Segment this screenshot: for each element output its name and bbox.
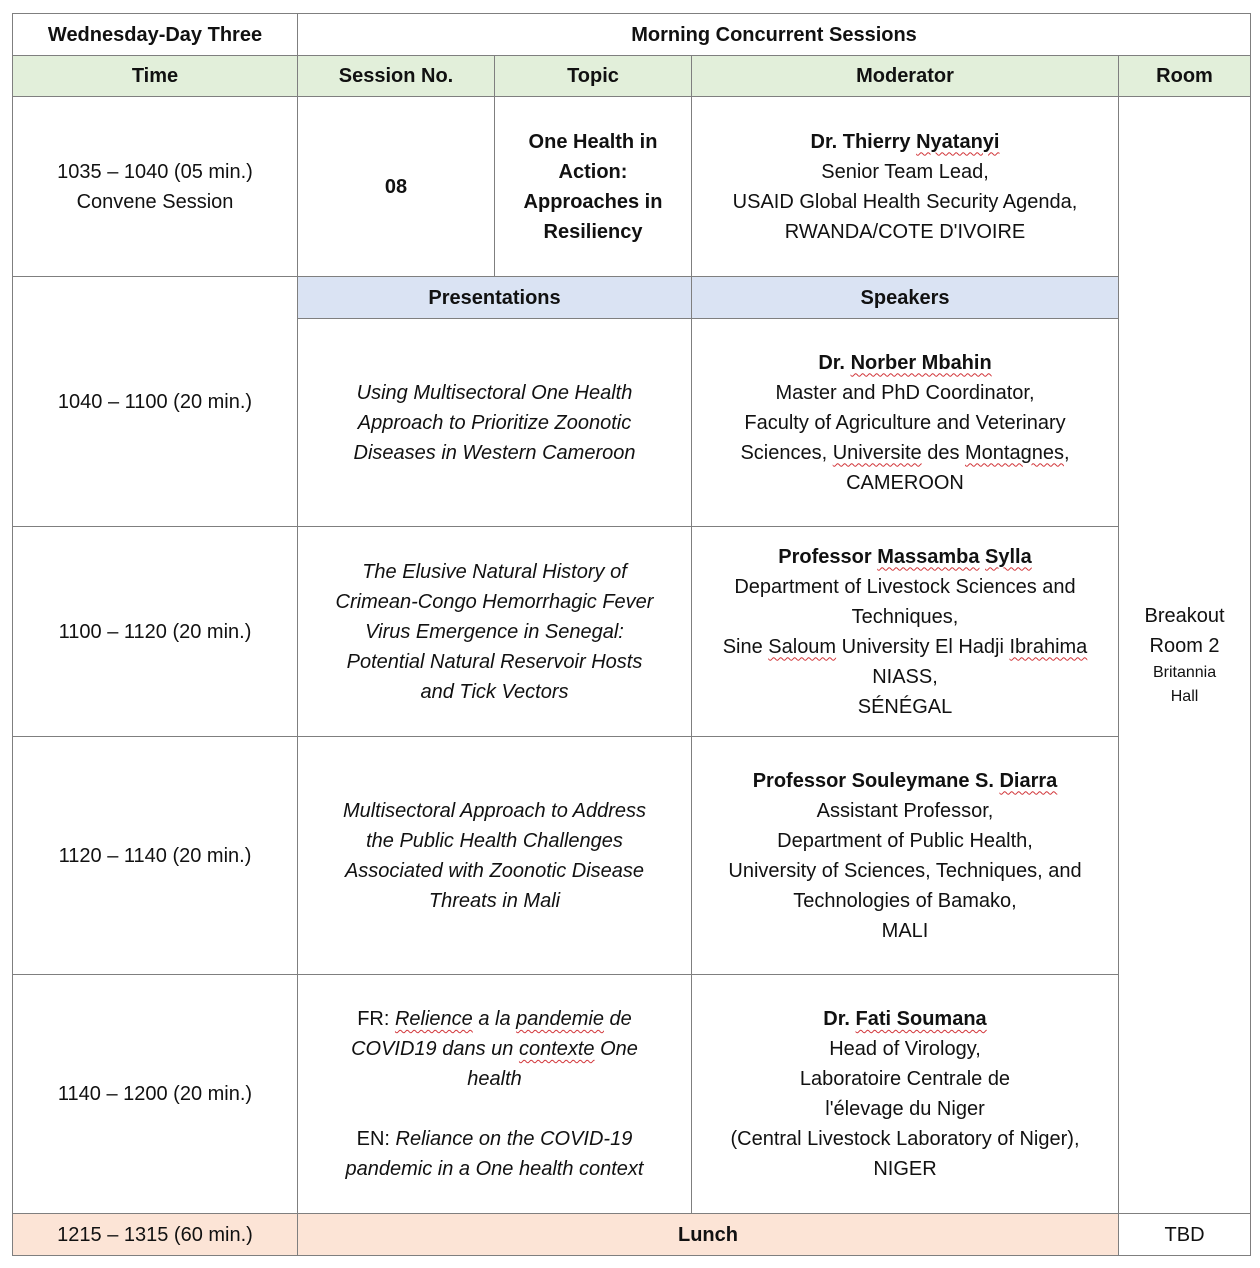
presentation-time-cell: 1120 – 1140 (20 min.) [13,737,298,975]
presentation-title-line: Diseases in Western Cameroon [353,441,636,464]
speaker-name [704,766,1106,796]
topic-line: Action: [558,160,628,183]
speaker-cell [692,319,1119,527]
speaker-cell [692,527,1119,737]
speaker-prefix: Professor [778,545,878,568]
text-fragment: pandemie [516,1008,604,1030]
presentation-title-line: Approach to Prioritize Zoonotic [357,411,632,434]
speaker-affiliation [704,438,1106,468]
moderator-title: Senior Team Lead, [821,160,989,183]
speaker-surname: Fati Soumana [855,1008,987,1030]
presentation-title [298,319,692,527]
speaker-affiliation: Department of Livestock Sciences and [734,575,1076,598]
topic-line: One Health in [528,130,658,153]
presentation-title-line: Threats in Mali [428,889,561,912]
speaker-country: CAMEROON [846,471,964,494]
subheader-row [13,277,1251,319]
speaker-name [704,1004,1106,1034]
presentation-title-line [310,1004,679,1034]
presentation-row [13,975,1251,1214]
speaker-affiliation: Head of Virology, [829,1038,981,1060]
agenda-table [12,13,1251,1256]
moderator-name [704,127,1106,157]
room-cell [1119,97,1251,1214]
lunch-time: 1215 – 1315 (60 min.) [13,1214,298,1256]
session-number: 08 [298,97,495,277]
speaker-name [704,348,1106,378]
room-name-line1: Breakout [1144,605,1225,627]
column-header-session-no: Session No. [298,56,495,97]
topic-line: Resiliency [543,220,643,243]
presentation-title-line: The Elusive Natural History of [362,560,627,583]
lunch-room: TBD [1119,1214,1251,1256]
moderator-cell [692,97,1119,277]
text-fragment: Reliance on the COVID-19 [395,1128,633,1150]
speaker-affiliation: University of Sciences, Techniques, and [728,859,1082,882]
session-time: 1035 – 1040 (05 min.) [57,160,253,183]
text-fragment: des [921,441,965,464]
presentation-time-cell: 1100 – 1120 (20 min.) [13,527,298,737]
text-fragment: Ibrahima [1009,635,1088,658]
session-time-cell [13,97,298,277]
text-fragment: University El Hadji [836,635,1010,658]
presentation-row [13,527,1251,737]
speaker-affiliation: NIASS, [872,665,938,688]
language-label: EN: [356,1128,396,1150]
speaker-country: SÉNÉGAL [857,695,953,718]
speaker-affiliation: l'élevage du Niger [825,1098,985,1120]
presentation-title-line: Virus Emergence in Senegal: [365,620,624,643]
block-title: Morning Concurrent Sessions [298,14,1251,56]
text-fragment: COVID19 dans un [351,1038,519,1060]
text-fragment: contexte [518,1038,595,1060]
room-name-line2: Room 2 [1149,635,1220,657]
presentation-title-line: Crimean-Congo Hemorrhagic Fever [335,590,654,613]
session-row [13,97,1251,277]
speaker-affiliation: Master and PhD Coordinator, [775,381,1035,404]
speaker-affiliation: Techniques, [851,605,959,628]
speaker-affiliation: Technologies of Bamako, [793,889,1017,912]
presentation-title-line [310,1124,679,1154]
room-location-line2: Hall [1170,688,1199,705]
speaker-surname: Diarra [999,769,1058,792]
speaker-surname: Sylla [985,545,1032,568]
speaker-firstname: Massamba [877,545,980,568]
speaker-cell [692,737,1119,975]
speaker-cell [692,975,1119,1214]
room-location-line1: Britannia [1152,664,1217,681]
speaker-affiliation: Department of Public Health, [777,829,1033,852]
column-header-room: Room [1119,56,1251,97]
day-title: Wednesday-Day Three [13,14,298,56]
speaker-prefix: Professor Souleymane S. [752,769,1000,792]
language-label: FR: [357,1008,395,1030]
presentation-title-line: Potential Natural Reservoir Hosts [346,650,643,673]
speaker-prefix: Dr. [823,1008,856,1030]
presentation-time-cell: 1140 – 1200 (20 min.) [13,975,298,1214]
presentation-title-line: and Tick Vectors [420,680,569,703]
column-header-topic: Topic [495,56,692,97]
column-header-moderator: Moderator [692,56,1119,97]
session-topic [495,97,692,277]
speaker-prefix: Dr. [818,351,851,374]
text-fragment: , [1063,441,1070,464]
speaker-country: MALI [881,919,929,942]
presentation-title-line: Using Multisectoral One Health [356,381,633,404]
text-fragment: Relience [394,1008,473,1030]
column-header-time: Time [13,56,298,97]
text-fragment: de [604,1008,632,1030]
spacer [310,1094,679,1124]
text-fragment: Sciences, [740,441,833,464]
presentation-title [298,975,692,1214]
presentation-title [298,737,692,975]
session-time-label: Convene Session [76,190,234,213]
lunch-label: Lunch [298,1214,1119,1256]
moderator-organization: USAID Global Health Security Agenda, [732,190,1078,213]
text-fragment: Universite [832,441,922,464]
presentation-title-line: Associated with Zoonotic Disease [344,859,645,882]
text-fragment: a la [472,1008,517,1030]
topic-line: Approaches in [523,190,663,213]
subheader-speakers: Speakers [692,277,1119,319]
moderator-name-prefix: Dr. Thierry [810,130,917,153]
speaker-surname: Norber Mbahin [850,351,992,374]
moderator-surname: Nyatanyi [916,130,1000,153]
speaker-affiliation: Laboratoire Centrale de [799,1068,1011,1090]
speaker-affiliation [704,632,1106,662]
moderator-country: RWANDA/COTE D'IVOIRE [784,220,1026,243]
presentation-row [13,737,1251,975]
speaker-affiliation: Faculty of Agriculture and Veterinary [744,411,1066,434]
presentation-title-line: pandemic in a One health context [345,1158,644,1180]
presentation-title-line [310,1034,679,1064]
speaker-country: NIGER [873,1158,937,1180]
speaker-name [704,542,1106,572]
text-fragment: Saloum [768,635,837,658]
lunch-row [13,1214,1251,1256]
presentation-title-line: Multisectoral Approach to Address [342,799,647,822]
presentation-title-line: the Public Health Challenges [366,829,623,852]
speaker-affiliation: Assistant Professor, [816,799,994,822]
subheader-presentations: Presentations [298,277,692,319]
presentation-title-line: health [467,1068,522,1090]
speaker-affiliation: (Central Livestock Laboratory of Niger), [730,1128,1080,1150]
column-header-row [13,56,1251,97]
text-fragment: One [594,1038,638,1060]
text-fragment: Sine [722,635,769,658]
presentation-time-cell: 1040 – 1100 (20 min.) [13,277,298,527]
text-fragment: Montagnes [965,441,1064,464]
day-header-row [13,14,1251,56]
presentation-title [298,527,692,737]
